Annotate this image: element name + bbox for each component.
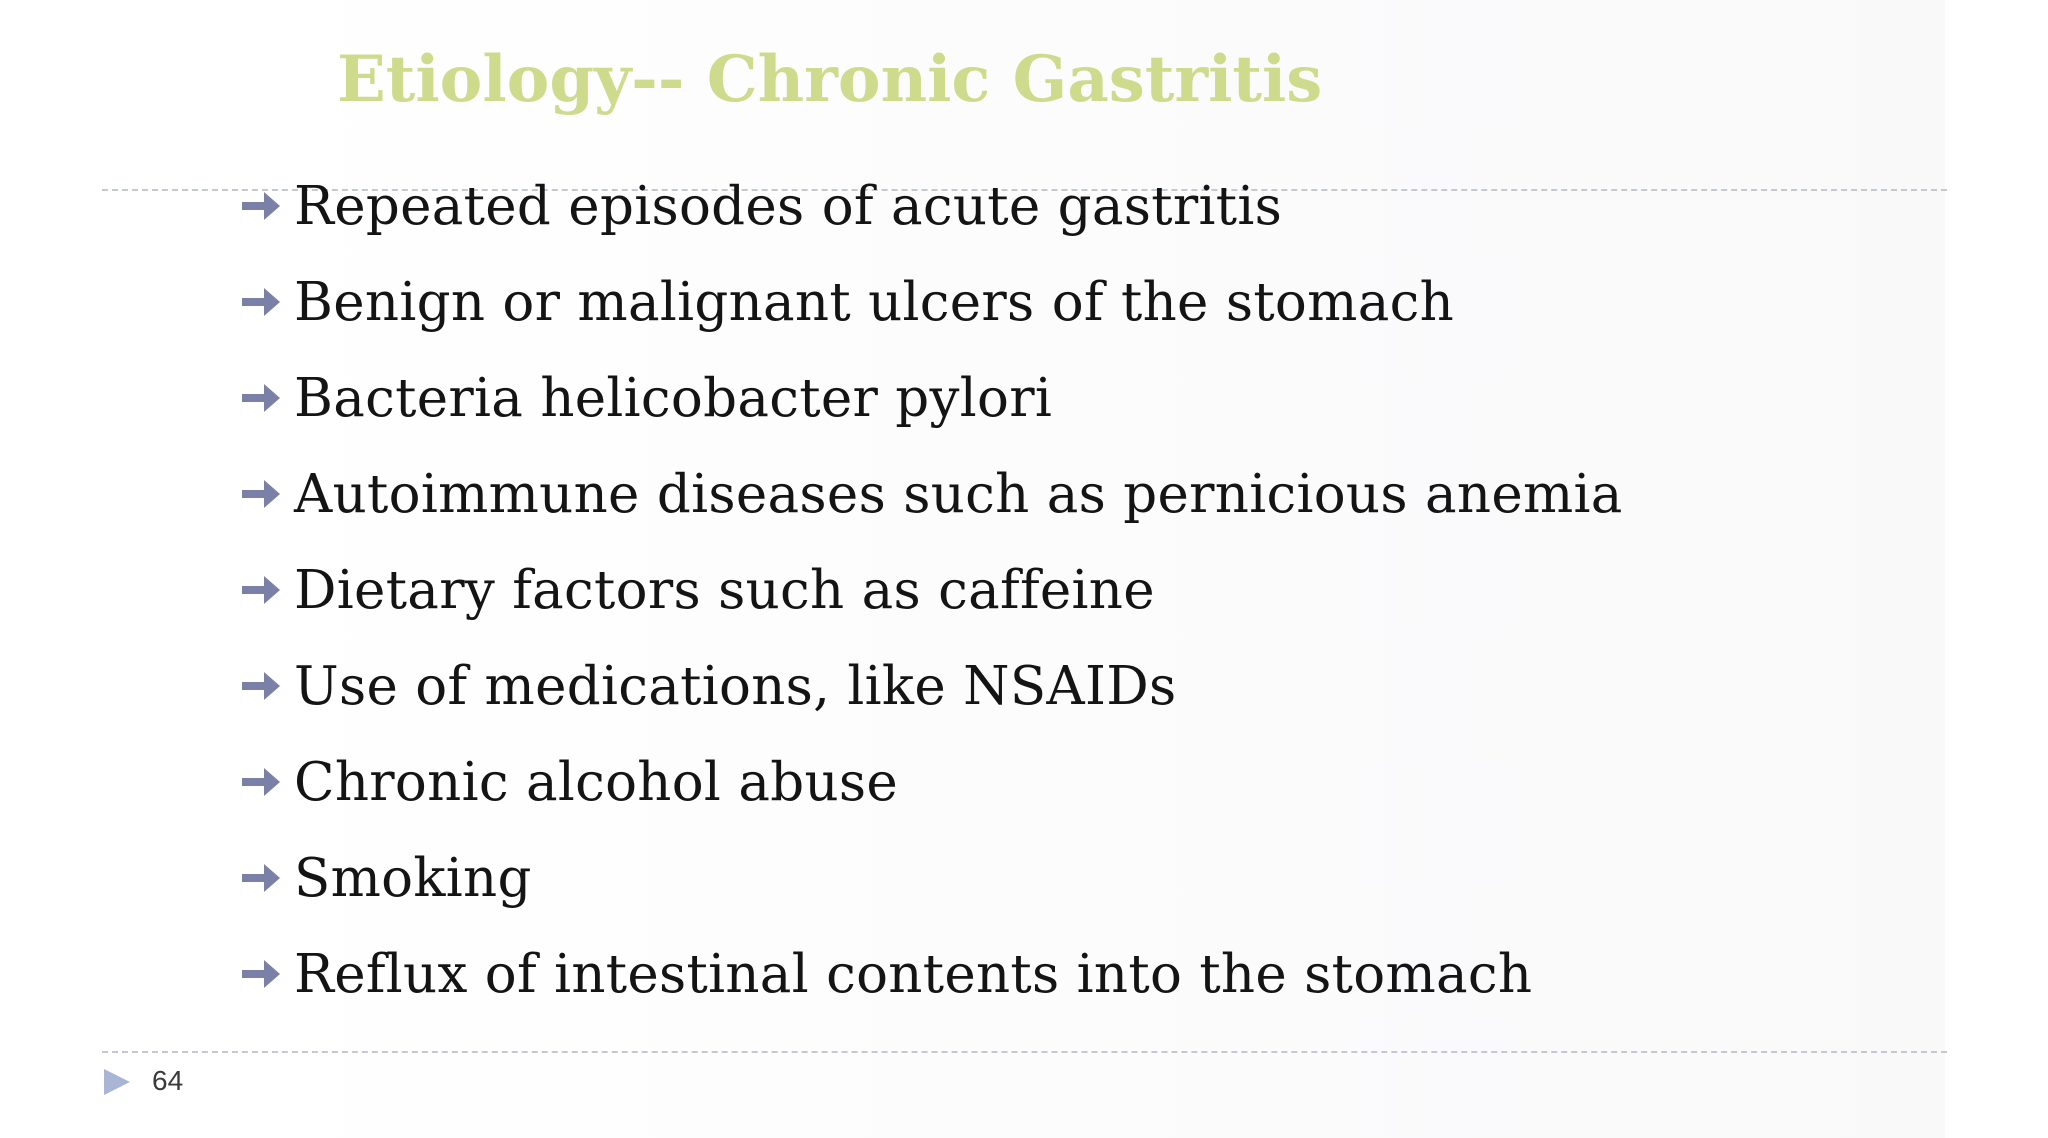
- bullet-item: [240, 158, 1623, 254]
- bullet-text: Autoimmune diseases such as pernicious anemia: [294, 463, 1623, 525]
- bullet-item: [240, 926, 1623, 1022]
- bottom-divider: [102, 1051, 1947, 1053]
- bullet-item: [240, 638, 1623, 734]
- bullet-item: [240, 830, 1623, 926]
- bullet-text: Use of medications, like NSAIDs: [294, 655, 1177, 717]
- bullet-item: [240, 350, 1623, 446]
- bullet-text: Benign or malignant ulcers of the stomach: [294, 271, 1455, 333]
- bullet-text: Repeated episodes of acute gastritis: [294, 175, 1283, 237]
- right-arrow-icon: [240, 666, 282, 706]
- bullet-item: [240, 254, 1623, 350]
- right-arrow-icon: [240, 762, 282, 802]
- bullet-list: [240, 158, 1623, 1022]
- bullet-text: Reflux of intestinal contents into the stomach: [294, 943, 1533, 1005]
- right-arrow-icon: [240, 474, 282, 514]
- bullet-item: [240, 734, 1623, 830]
- bullet-text: Bacteria helicobacter pylori: [294, 367, 1053, 429]
- triangle-right-icon: [102, 1067, 132, 1097]
- right-arrow-icon: [240, 570, 282, 610]
- right-arrow-icon: [240, 186, 282, 226]
- right-arrow-icon: [240, 378, 282, 418]
- page-number: 64: [152, 1065, 184, 1096]
- bullet-text: Dietary factors such as caffeine: [294, 559, 1155, 621]
- bullet-text: Smoking: [294, 847, 532, 909]
- bullet-text: Chronic alcohol abuse: [294, 751, 899, 813]
- right-arrow-icon: [240, 954, 282, 994]
- right-arrow-icon: [240, 282, 282, 322]
- bullet-item: [240, 542, 1623, 638]
- bullet-item: [240, 446, 1623, 542]
- right-arrow-icon: [240, 858, 282, 898]
- slide-title: Etiology-- Chronic Gastritis: [337, 42, 1323, 117]
